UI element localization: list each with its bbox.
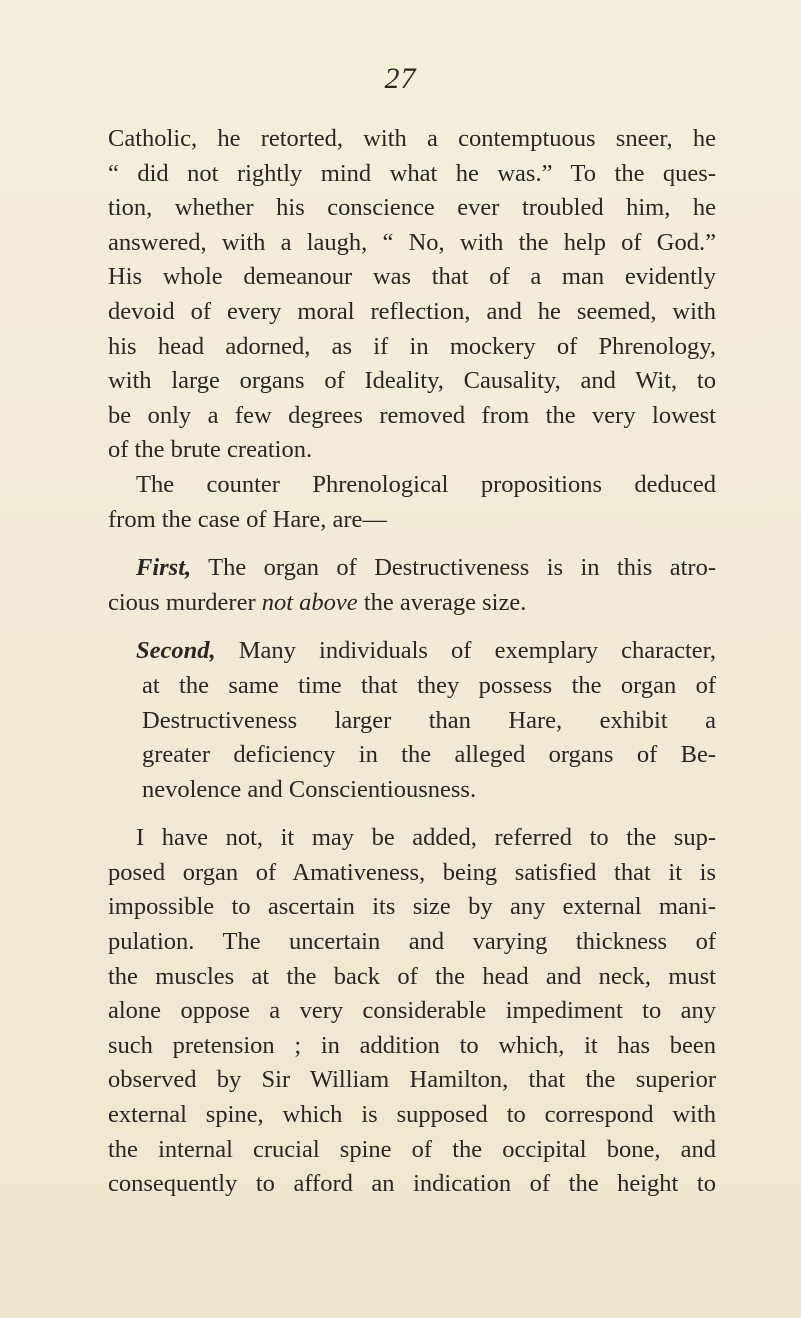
paragraph-propositions-intro [108,468,716,537]
text-line: consequently to afford an indication of the height to [108,1170,716,1198]
spacer [108,807,716,821]
text-line: tion, whether his conscience ever troubled him, he [108,194,716,222]
text-line: of the brute creation. [108,436,313,464]
second-text: Many individuals of exemplary character, [238,637,716,665]
text-line: devoid of every moral reflection, and he seemed, with [108,297,716,325]
proposition-second [108,634,716,807]
text-line: the internal crucial spine of the occipital bone, and [108,1135,716,1163]
text-line: posed organ of Amativeness, being satisfied that it is [108,858,716,886]
text-line: The counter Phrenological propositions deduced [136,470,716,498]
text-line: I have not, it may be added, referred to the sup- [136,824,716,852]
first-text-b: the average size. [363,588,527,616]
text-line: from the case of Hare, are— [108,505,387,533]
text-line: nevolence and Conscientiousness. [142,775,477,803]
text-line: with large organs of Ideality, Causality, and Wit, to [108,367,716,395]
text-line [108,634,716,669]
text-line: at the same time that they possess the organ of [142,671,716,699]
second-label: Second, [136,637,216,665]
text-line [108,551,716,586]
body-text [108,122,716,1202]
text-line [108,586,716,621]
proposition-first [108,551,716,620]
paragraph-amativeness [108,821,716,1202]
spacer [108,620,716,634]
text-line: “ did not rightly mind what he was.” To the ques- [108,159,716,187]
text-line: answered, with a laugh, “ No, with the help of God.” [108,228,716,256]
text-line: be only a few degrees removed from the very lowest [108,401,716,429]
text-line: observed by Sir William Hamilton, that the superior [108,1066,716,1094]
spacer [108,537,716,551]
text-line: external spine, which is supposed to correspond with [108,1101,716,1129]
first-label: First, [136,554,192,582]
text-line: such pretension ; in addition to which, it has been [108,1031,716,1059]
text-line: his head adorned, as if in mockery of Phrenology, [108,332,716,360]
first-text-a: cious murderer [108,588,256,616]
text-line: pulation. The uncertain and varying thickness of [108,928,716,956]
first-text: The organ of Destructiveness is in this atro- [208,554,716,582]
first-emphasis: not above [261,588,358,616]
page-number: 27 [384,62,417,95]
text-line: impossible to ascertain its size by any external mani- [108,893,716,921]
text-line: greater deficiency in the alleged organs of Be- [142,741,716,769]
paragraph-hare-confession [108,122,716,468]
text-line: alone oppose a very considerable impediment to any [108,997,716,1025]
text-line: Catholic, he retorted, with a contemptuous sneer, he [108,125,716,152]
text-line: the muscles at the back of the head and neck, must [108,962,716,990]
text-line: His whole demeanour was that of a man evidently [108,263,716,291]
text-line: Destructiveness larger than Hare, exhibit a [142,706,716,734]
